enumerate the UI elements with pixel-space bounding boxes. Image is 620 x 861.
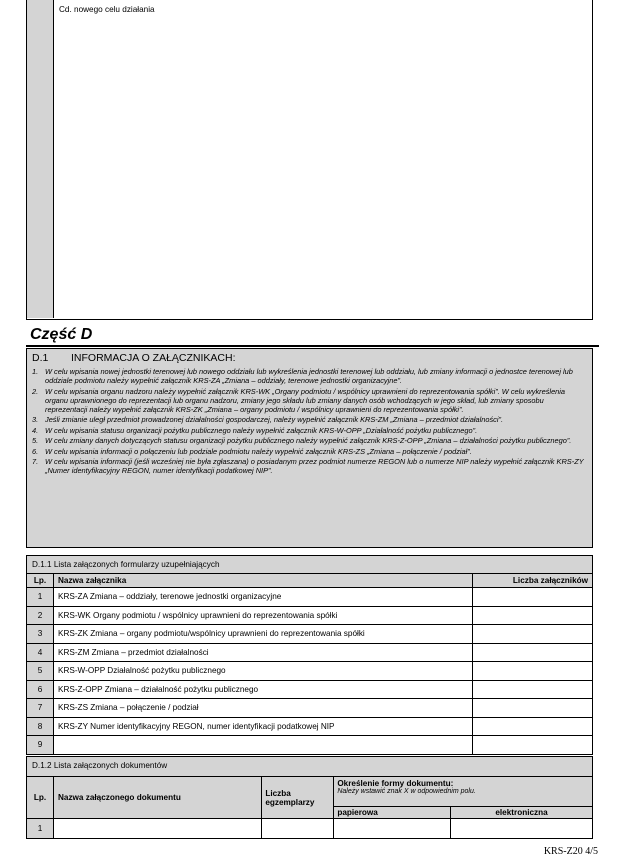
- d12-form-note: Należy wstawić znak X w odpowiednim polu.: [337, 788, 476, 795]
- d12-row-lp: 1: [27, 819, 54, 839]
- d1-item-text: Jeśli zmianie uległ przedmiot prowadzonej działalności gospodarczej, należy wypełnić załącznik KRS-ZM „Zmiana – przedmiot działalności”.: [45, 415, 504, 424]
- d12-table: [26, 776, 593, 839]
- row-attachment-name: KRS-ZY Numer identyfikacyjny REGON, numer identyfikacji podatkowej NIP: [54, 717, 473, 736]
- d11-title: D.1.1 Lista załączonych formularzy uzupełniających: [32, 560, 220, 569]
- d12-col-electronic: elektroniczna: [451, 807, 593, 819]
- row-count-field[interactable]: [473, 606, 593, 625]
- row-lp: 6: [27, 680, 54, 699]
- row-attachment-name: [54, 736, 473, 755]
- d1-item-text: W celu zmiany danych dotyczących statusu organizacji pożytku publicznego należy wypełnić załącznik KRS-Z-OPP „Zmiana – działalności pożytku publicznego”.: [45, 436, 572, 445]
- row-lp: 8: [27, 717, 54, 736]
- d1-item: [32, 415, 587, 424]
- d11-header: [26, 555, 593, 573]
- d1-item-number: 2.: [32, 386, 39, 396]
- row-attachment-name: KRS-ZK Zmiana – organy podmiotu/wspólnicy uprawnieni do reprezentowania spółki: [54, 625, 473, 644]
- row-count-field[interactable]: [473, 625, 593, 644]
- d1-items: [32, 367, 587, 477]
- d1-item: [32, 457, 587, 475]
- row-attachment-name: KRS-ZM Zmiana – przedmiot działalności: [54, 643, 473, 662]
- d11-table: [26, 573, 593, 755]
- row-lp: 1: [27, 588, 54, 607]
- row-attachment-name: KRS-W-OPP Działalność pożytku publicznego: [54, 662, 473, 681]
- d12-row-electronic-field[interactable]: [451, 819, 593, 839]
- d12-row-name-field[interactable]: [54, 819, 262, 839]
- row-count-field[interactable]: [473, 588, 593, 607]
- row-count-field[interactable]: [473, 680, 593, 699]
- d12-header: [26, 756, 593, 776]
- part-title-rule: [26, 345, 599, 347]
- row-count-field[interactable]: [473, 717, 593, 736]
- row-count-field[interactable]: [473, 699, 593, 718]
- row-attachment-name: KRS-WK Organy podmiotu / wspólnicy uprawnieni do reprezentowania spółki: [54, 606, 473, 625]
- d1-item: [32, 367, 587, 385]
- table-row: [27, 680, 593, 699]
- row-lp: 3: [27, 625, 54, 644]
- d1-item-text: W celu wpisania informacji o połączeniu lub podziale podmiotu należy wypełnić załącznik KRS-ZS „Zmiana – połączenie / podział”.: [45, 446, 472, 456]
- continuation-box: [26, 0, 593, 320]
- table-row: [27, 736, 593, 755]
- d1-item: [32, 426, 587, 435]
- part-title: Część D: [30, 326, 93, 343]
- d1-item-text: W celu wpisania statusu organizacji pożytku publicznego należy wypełnić załącznik KRS-W-OPP „Działalność pożytku publicznego”.: [45, 425, 478, 435]
- row-lp: 7: [27, 699, 54, 718]
- table-row: [27, 625, 593, 644]
- d12-form-title: Określenie formy dokumentu:: [337, 779, 454, 788]
- d1-item-number: 7.: [32, 457, 39, 466]
- d11-col-name: Nazwa załącznika: [54, 574, 473, 588]
- row-lp: 2: [27, 606, 54, 625]
- table-row: [27, 699, 593, 718]
- table-row: [27, 606, 593, 625]
- d12-col-lp: Lp.: [27, 777, 54, 819]
- d1-item-number: 4.: [32, 425, 39, 435]
- d1-title: INFORMACJA O ZAŁĄCZNIKACH:: [71, 352, 236, 364]
- d1-item-number: 1.: [32, 367, 39, 376]
- d11-col-count: Liczba załączników: [473, 574, 593, 588]
- d1-item-text: W celu wpisania nowej jednostki terenowej lub nowego oddziału lub wykreślenia jednostki terenowej lub oddziału, lub zmiany informacji o jednostce terenowej lub oddziale podmiotu należy wypełnić załącznik KRS-ZA „Zmiana – oddziały, terenowe jednostki organizacyjne”.: [45, 367, 573, 385]
- row-count-field[interactable]: [473, 736, 593, 755]
- d1-item: [32, 387, 587, 414]
- row-lp: 4: [27, 643, 54, 662]
- d12-row-paper-field[interactable]: [334, 819, 451, 839]
- d12-copies-label: Liczba egzemplarzy: [265, 788, 315, 807]
- page-footer: KRS-Z20 4/5: [543, 846, 598, 857]
- d12-col-paper: papierowa: [334, 807, 451, 819]
- row-count-field[interactable]: [473, 662, 593, 681]
- d1-item-text: W celu wpisania organu nadzoru należy wypełnić załącznik KRS-WK „Organy podmiotu / wspólnicy uprawnieni do reprezentowania spółki”. W celu wykreślenia organu uprawnionego do reprezentacji lub organu nadzoru, zmiany jego składu lub zmiany danych osób wchodzących w jego skład, lub zmiany sposobu reprezentacji należy wypełnić załącznik KRS-ZK „Zmiana – organy podmiotu / wspólnicy uprawnieni do reprezentowania spółki”.: [45, 386, 566, 414]
- d12-title: D.1.2 Lista załączonych dokumentów: [32, 761, 168, 770]
- continuation-box-margin: [27, 0, 54, 318]
- table-row: [27, 588, 593, 607]
- row-count-field[interactable]: [473, 643, 593, 662]
- d1-number: D.1: [32, 352, 49, 364]
- table-row: [27, 662, 593, 681]
- row-attachment-name: KRS-ZS Zmiana – połączenie / podział: [54, 699, 473, 718]
- d1-item-number: 3.: [32, 415, 39, 424]
- d1-item: [32, 447, 587, 456]
- d12-col-form: [334, 777, 593, 807]
- row-attachment-name: KRS-ZA Zmiana – oddziały, terenowe jednostki organizacyjne: [54, 588, 473, 607]
- d1-item-number: 5.: [32, 436, 39, 445]
- d11-col-lp: Lp.: [27, 574, 54, 588]
- d12-col-name: Nazwa załączonego dokumentu: [54, 777, 262, 819]
- d12-row-copies-field[interactable]: [262, 819, 334, 839]
- table-row: [27, 643, 593, 662]
- table-row: [27, 717, 593, 736]
- row-lp: 9: [27, 736, 54, 755]
- d1-item-text: W celu wpisania informacji (jeśli wcześniej nie była zgłaszana) o posiadanym przez podmiot numerze REGON lub o numerze NIP należy wypełnić załącznik KRS-ZY „Numer identyfikacyjny REGON, numer identyfikacji podatkowej NIP”.: [45, 457, 584, 475]
- continuation-label: Cd. nowego celu działania: [59, 5, 155, 14]
- d1-item: [32, 436, 587, 445]
- row-lp: 5: [27, 662, 54, 681]
- row-attachment-name: KRS-Z-OPP Zmiana – działalność pożytku publicznego: [54, 680, 473, 699]
- d12-col-copies: [262, 777, 334, 819]
- d1-item-number: 6.: [32, 446, 39, 456]
- d1-info-box: [26, 348, 593, 548]
